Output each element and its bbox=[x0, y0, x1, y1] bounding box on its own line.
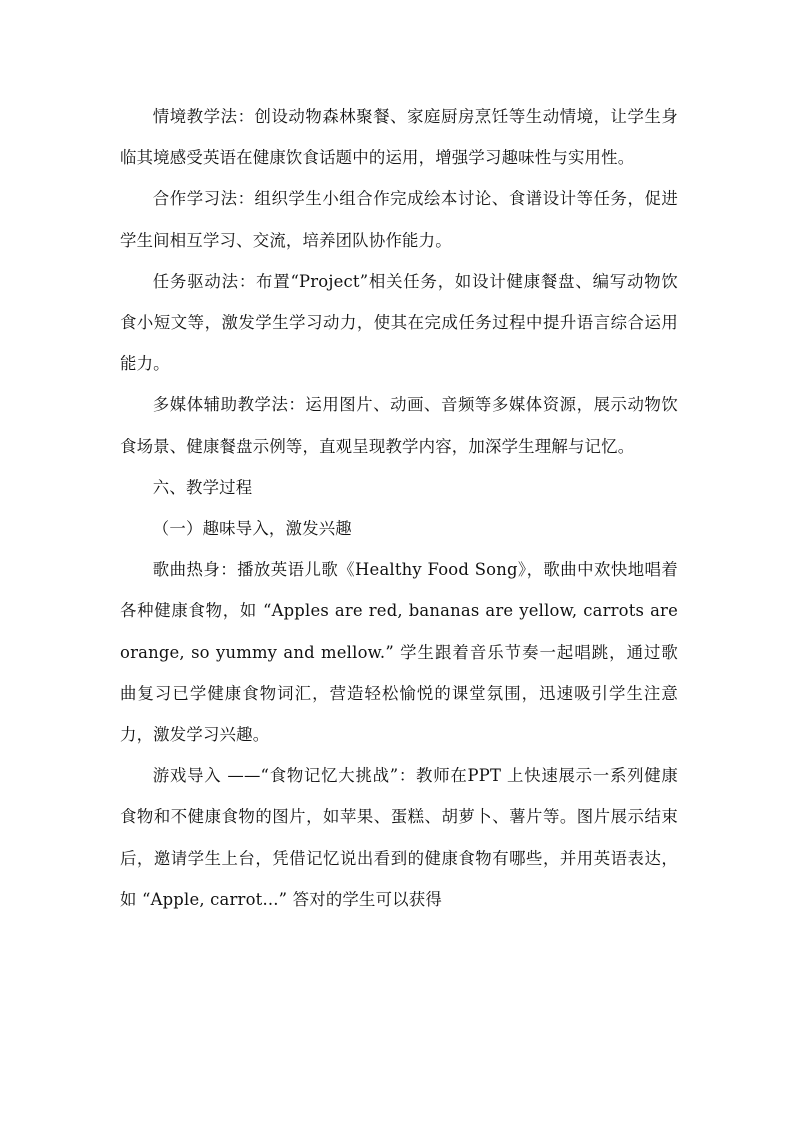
paragraph-cooperative-learning: 合作学习法：组织学生小组合作完成绘本讨论、食谱设计等任务，促进学生间相互学习、交流，培养团队协作能力。 bbox=[120, 189, 678, 250]
section-heading-teaching-process: 六、教学过程 bbox=[152, 477, 253, 497]
paragraph-song-warmup: 歌曲热身：播放英语儿歌《Healthy Food Song》，歌曲中欢快地唱着各种健康食物，如 “Apples are red, bananas are yellow, carrots are orange, so yummy and mellow.” 学生跟着音乐节奏一起唱跳，通过歌曲复习已学健康食物词汇，营造轻松愉悦的课堂氛围，迅速吸引学生注意力，激发学习兴趣。 bbox=[120, 560, 678, 745]
paragraph-task-driven: 任务驱动法：布置“Project”相关任务，如设计健康餐盘、编写动物饮食小短文等，激发学生学习动力，使其在完成任务过程中提升语言综合运用能力。 bbox=[120, 271, 678, 374]
paragraph-multimedia-teaching: 多媒体辅助教学法：运用图片、动画、音频等多媒体资源，展示动物饮食场景、健康餐盘示例等，直观呈现教学内容，加深学生理解与记忆。 bbox=[120, 395, 678, 456]
paragraph-situational-teaching: 情境教学法：创设动物森林聚餐、家庭厨房烹饪等生动情境，让学生身临其境感受英语在健康饮食话题中的运用，增强学习趣味性与实用性。 bbox=[120, 107, 678, 168]
paragraph-memory-game: 游戏导入 ——“食物记忆大挑战”：教师在PPT 上快速展示一系列健康食物和不健康食物的图片，如苹果、蛋糕、胡萝卜、薯片等。图片展示结束后，邀请学生上台，凭借记忆说出看到的健康食物有哪些，并用英语表达，如 “Apple, carrot...” 答对的学生可以获得 bbox=[120, 766, 678, 909]
subsection-heading-fun-introduction: （一）趣味导入，激发兴趣 bbox=[152, 519, 352, 539]
document-page bbox=[120, 96, 678, 920]
